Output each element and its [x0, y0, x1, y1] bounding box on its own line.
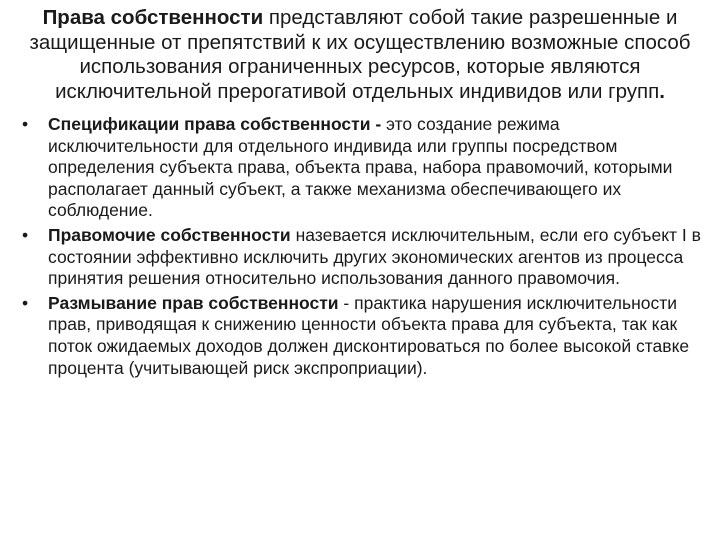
bullet-term: Размывание прав собственности — [48, 292, 339, 313]
bullet-marker-icon: • — [22, 292, 29, 313]
bullet-marker-icon: • — [22, 114, 29, 134]
bullet-text: это создание режима исключительности для отдельного индивида или группы посредством определения субъекта права, объекта права, набора правомочий, которыми располагает данный субъект, а также механизма обеспечивающего их соблюдение. — [48, 114, 673, 221]
intro-term: Права собственности — [42, 6, 264, 29]
bullet-item-ownership-right — [14, 225, 706, 290]
intro-paragraph — [14, 6, 706, 104]
bullet-item-erosion — [14, 293, 706, 379]
bullet-term: Спецификации права собственности - — [48, 114, 382, 134]
bullet-text: - практика нарушения исключительности прав, приводящая к снижению ценности объекта права для субъекта, так как поток ожидаемых доходов должен дисконтироваться по более высокой ставке процента (учитывающей риск экспроприации). — [48, 292, 690, 378]
intro-period: . — [659, 79, 665, 103]
intro-text: представляют собой такие разрешенные и защищенные от препятствий к их осуществлению возможные способ использования ограниченных ресурсов, которые являются исключительной прерогативой отдельных индивидов или групп — [29, 6, 691, 103]
bullet-text: назевается исключительным, если его субъект I в состоянии эффективно исключить других экономических агентов из процесса принятия решения относительно использования данного правомочия. — [48, 224, 701, 289]
bullet-term: Правомочие собственности — [48, 224, 291, 245]
bullet-item-specification — [14, 114, 706, 222]
bullet-list — [14, 114, 706, 379]
bullet-marker-icon: • — [22, 224, 29, 245]
